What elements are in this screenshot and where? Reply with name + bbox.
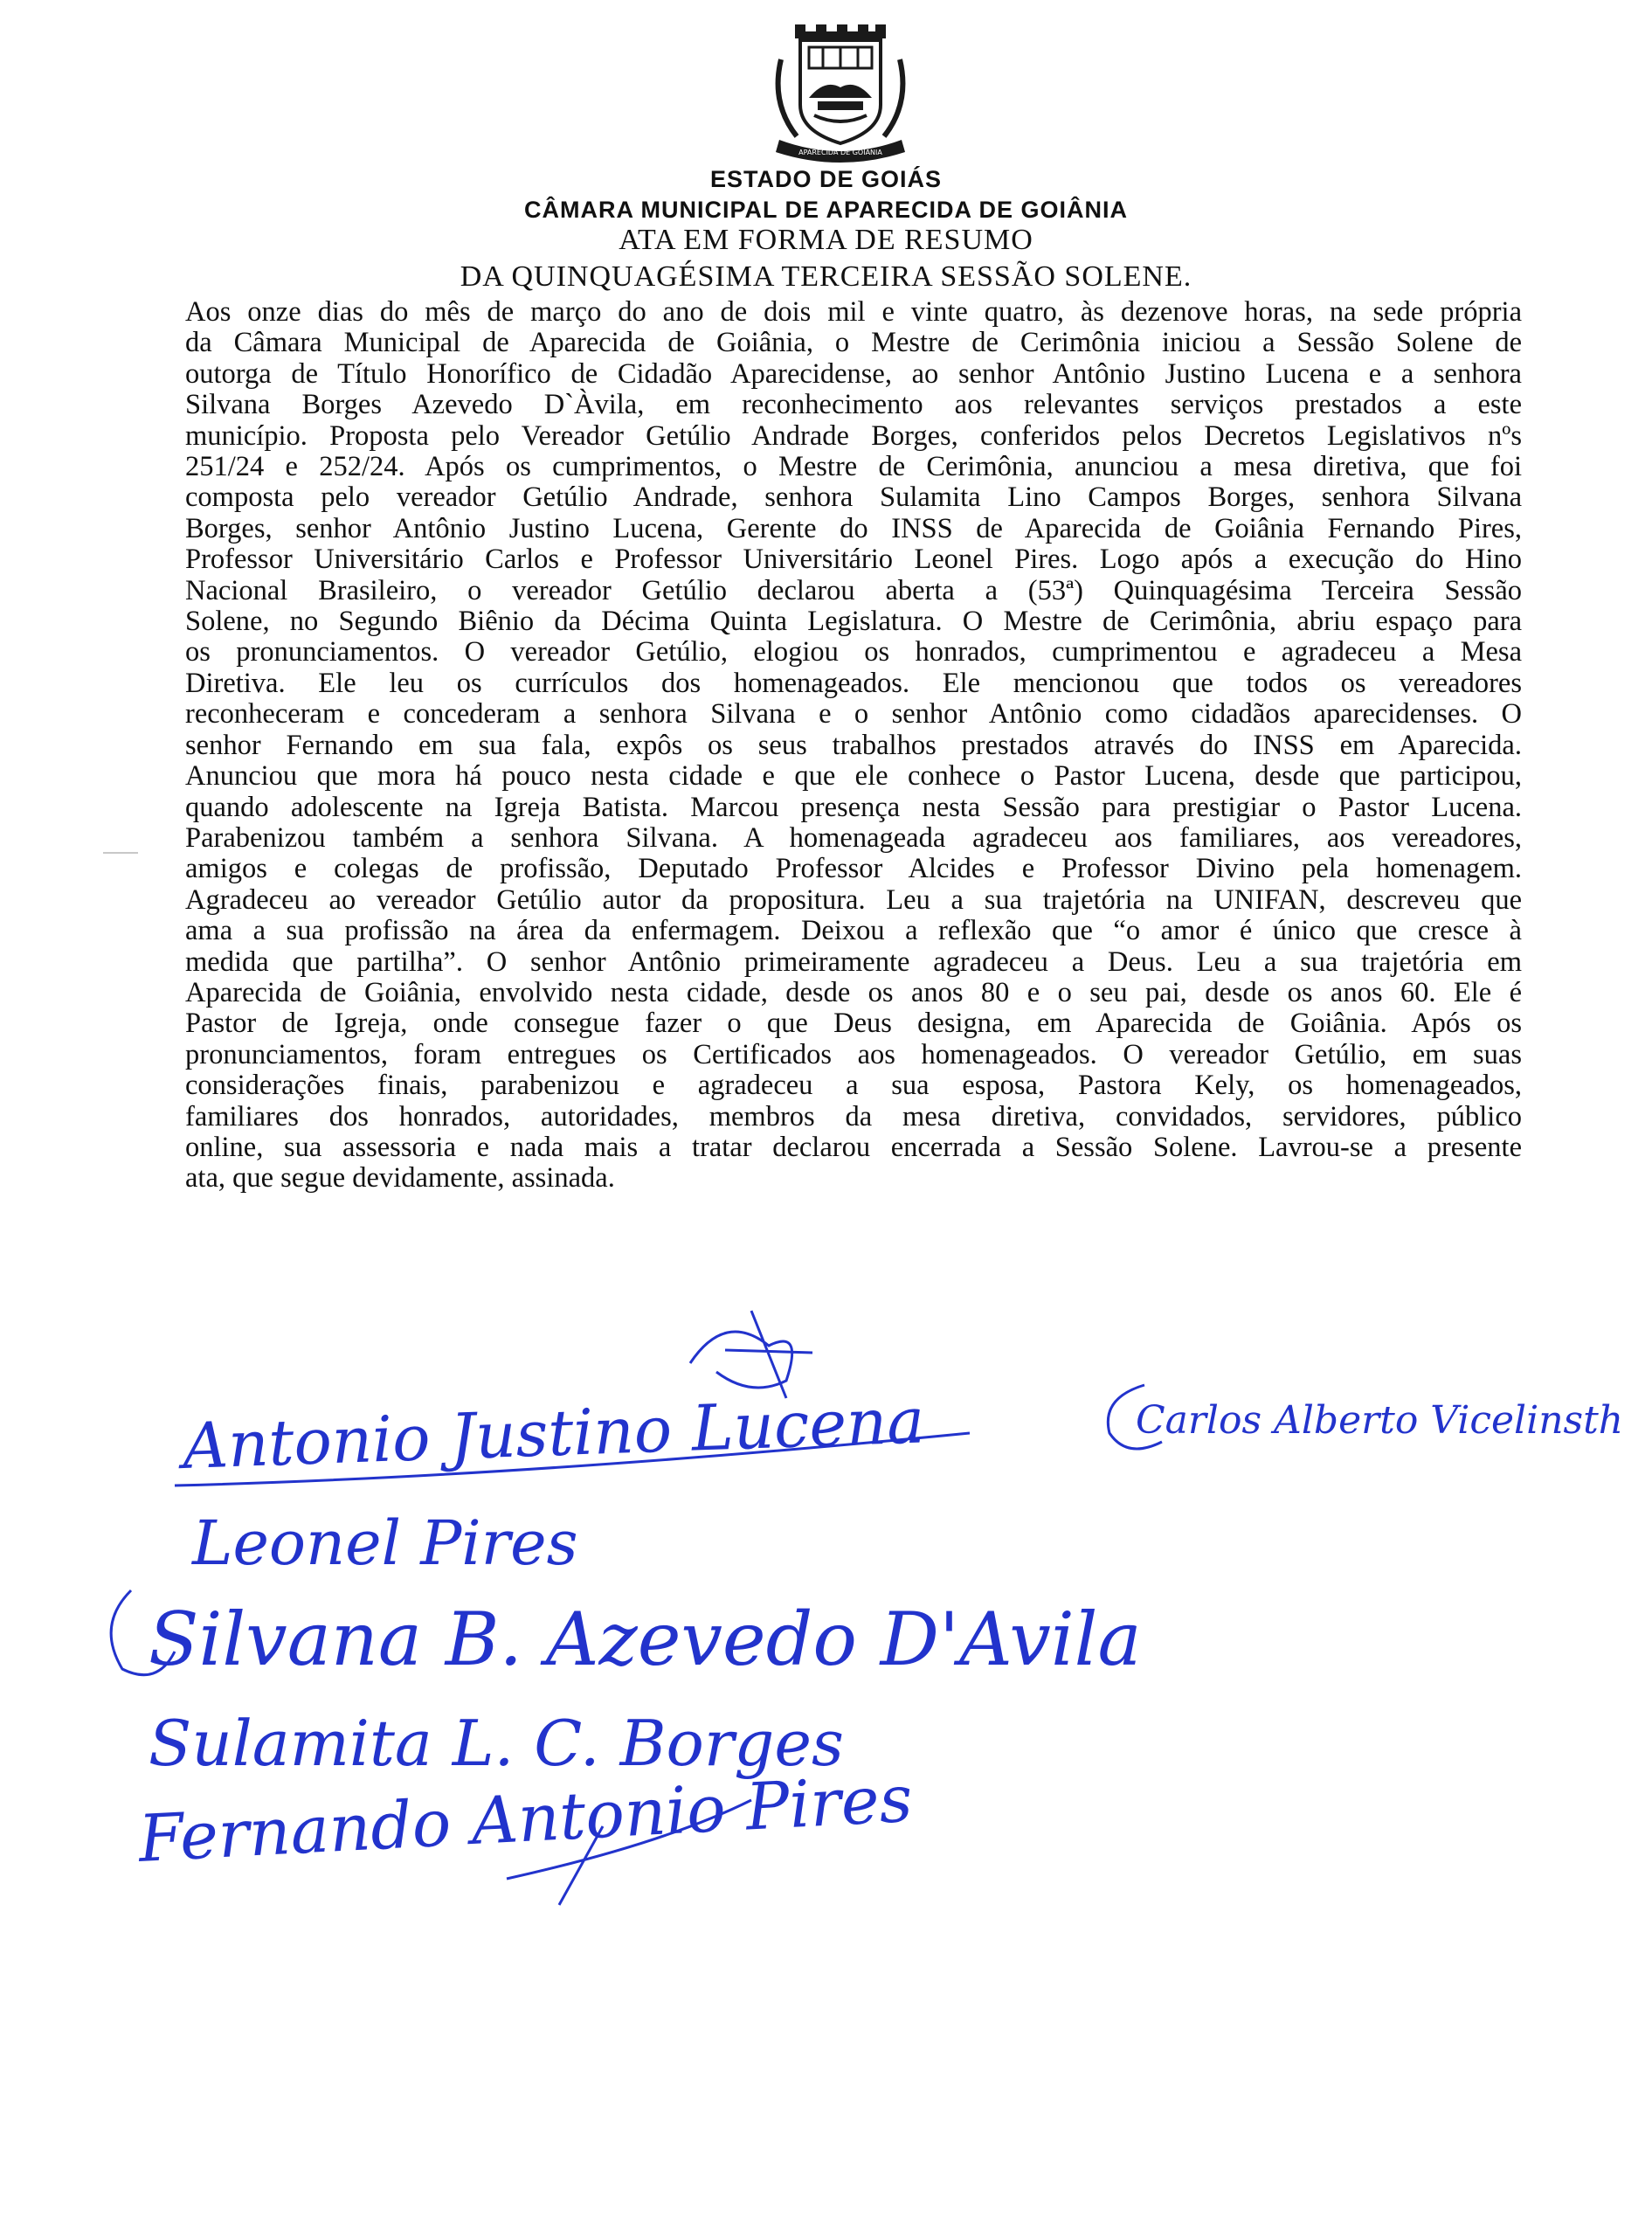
body-line: Pastor de Igreja, onde consegue fazer o que Deus designa, em Aparecida de Goiânia. Após os [185,1008,1522,1040]
body-line: município. Proposta pelo Vereador Getúlio Andrade Borges, conferidos pelos Decretos Legislativos nºs [185,419,1522,452]
signature-fernando: Fernando Antonio Pires [136,1761,915,1877]
signature-flourish [690,1311,812,1398]
body-line: 251/24 e 252/24. Após os cumprimentos, o Mestre de Cerimônia, anunciou a mesa diretiva, que foi [185,451,1522,483]
body-line: Silvana Borges Azevedo D`Àvila, em reconhecimento aos relevantes serviços prestados a este [185,389,1522,421]
body-line: amigos e colegas de profissão, Deputado Professor Alcides e Professor Divino pela homenagem. [185,853,1522,885]
signature-loop [1108,1385,1162,1449]
body-line: Agradeceu ao vereador Getúlio autor da propositura. Leu a sua trajetória na UNIFAN, descreveu que [185,883,1522,916]
signature-leonel: Leonel Pires [192,1507,578,1579]
signature-silvana: Silvana B. Azevedo D'Avila [149,1596,1142,1682]
body-line: da Câmara Municipal de Aparecida de Goiânia, o Mestre de Cerimônia iniciou a Sessão Solene de [185,327,1522,359]
body-line: Diretiva. Ele leu os currículos dos homenageados. Ele mencionou que todos os vereadores [185,667,1522,699]
body-line: Aparecida de Goiânia, envolvido nesta cidade, desde os anos 80 e o seu pai, desde os anos 60. Ele é [185,976,1522,1008]
body-line: Aos onze dias do mês de março do ano de dois mil e vinte quatro, às dezenove horas, na sede própria [185,296,1522,328]
document-title-line2: DA QUINQUAGÉSIMA TERCEIRA SESSÃO SOLENE. [460,260,1192,293]
body-line: outorga de Título Honorífico de Cidadão Aparecidense, ao senhor Antônio Justino Lucena e a senhora [185,357,1522,390]
body-line: composta pelo vereador Getúlio Andrade, senhora Sulamita Lino Campos Borges, senhora Silvana [185,481,1522,514]
body-line: reconheceram e concederam a senhora Silvana e o senhor Antônio como cidadãos aparecidenses. O [185,698,1522,731]
body-line: considerações finais, parabenizou e agradeceu a sua esposa, Pastora Kely, os homenageados, [185,1070,1522,1102]
minutes-body [185,297,1522,1195]
body-line: familiares dos honrados, autoridades, membros da mesa diretiva, convidados, servidores, público [185,1100,1522,1132]
body-line: Anunciou que mora há pouco nesta cidade e que ele conhece o Pastor Lucena, desde que participou, [185,760,1522,793]
signature-sulamita: Sulamita L. C. Borges [149,1707,844,1780]
body-line: ama a sua profissão na área da enfermagem. Deixou a reflexão que “o amor é único que cresce à [185,915,1522,947]
municipal-coat-of-arms-icon [762,24,919,164]
body-line: Parabenizou também a senhora Silvana. A homenageada agradeceu aos familiares, aos vereadores, [185,821,1522,854]
body-line: os pronunciamentos. O vereador Getúlio, elogiou os honrados, cumprimentou e agradeceu a Mesa [185,636,1522,668]
body-line: Nacional Brasileiro, o vereador Getúlio declarou aberta a (53ª) Quinquagésima Terceira Sessão [185,574,1522,606]
body-line: ata, que segue devidamente, assinada. [185,1162,615,1195]
signature-antonio: Antonio Justino Lucena [181,1383,926,1483]
signature-stroke [507,1800,751,1905]
chamber-heading: CÂMARA MUNICIPAL DE APARECIDA DE GOIÂNIA [523,197,1128,223]
body-line: pronunciamentos, foram entregues os Certificados aos homenageados. O vereador Getúlio, em suas [185,1038,1522,1070]
state-heading: ESTADO DE GOIÁS [709,166,943,192]
scan-artifact [103,852,138,854]
body-line: online, sua assessoria e nada mais a tratar declarou encerrada a Sessão Solene. Lavrou-se a presente [185,1131,1522,1163]
body-line: medida que partilha”. O senhor Antônio primeiramente agradeceu a Deus. Leu a sua trajetória em [185,945,1522,978]
signature-underline [175,1433,970,1486]
signature-carlos: Carlos Alberto Vicelinsth [1136,1398,1624,1443]
crest-banner-text: APARECIDA DE GOIÂNIA [798,149,882,156]
document-title-line1: ATA EM FORMA DE RESUMO [619,224,1033,256]
body-line: senhor Fernando em sua fala, expôs os seus trabalhos prestados através do INSS em Aparecida. [185,729,1522,761]
body-line: quando adolescente na Igreja Batista. Marcou presença nesta Sessão para prestigiar o Pastor Lucena. [185,791,1522,823]
body-line: Solene, no Segundo Biênio da Décima Quinta Legislatura. O Mestre de Cerimônia, abriu espaço para [185,606,1522,638]
signature-loop [111,1590,175,1675]
body-line: Borges, senhor Antônio Justino Lucena, Gerente do INSS de Aparecida de Goiânia Fernando Pires, [185,512,1522,544]
body-line: Professor Universitário Carlos e Professor Universitário Leonel Pires. Logo após a execução do Hino [185,544,1522,576]
